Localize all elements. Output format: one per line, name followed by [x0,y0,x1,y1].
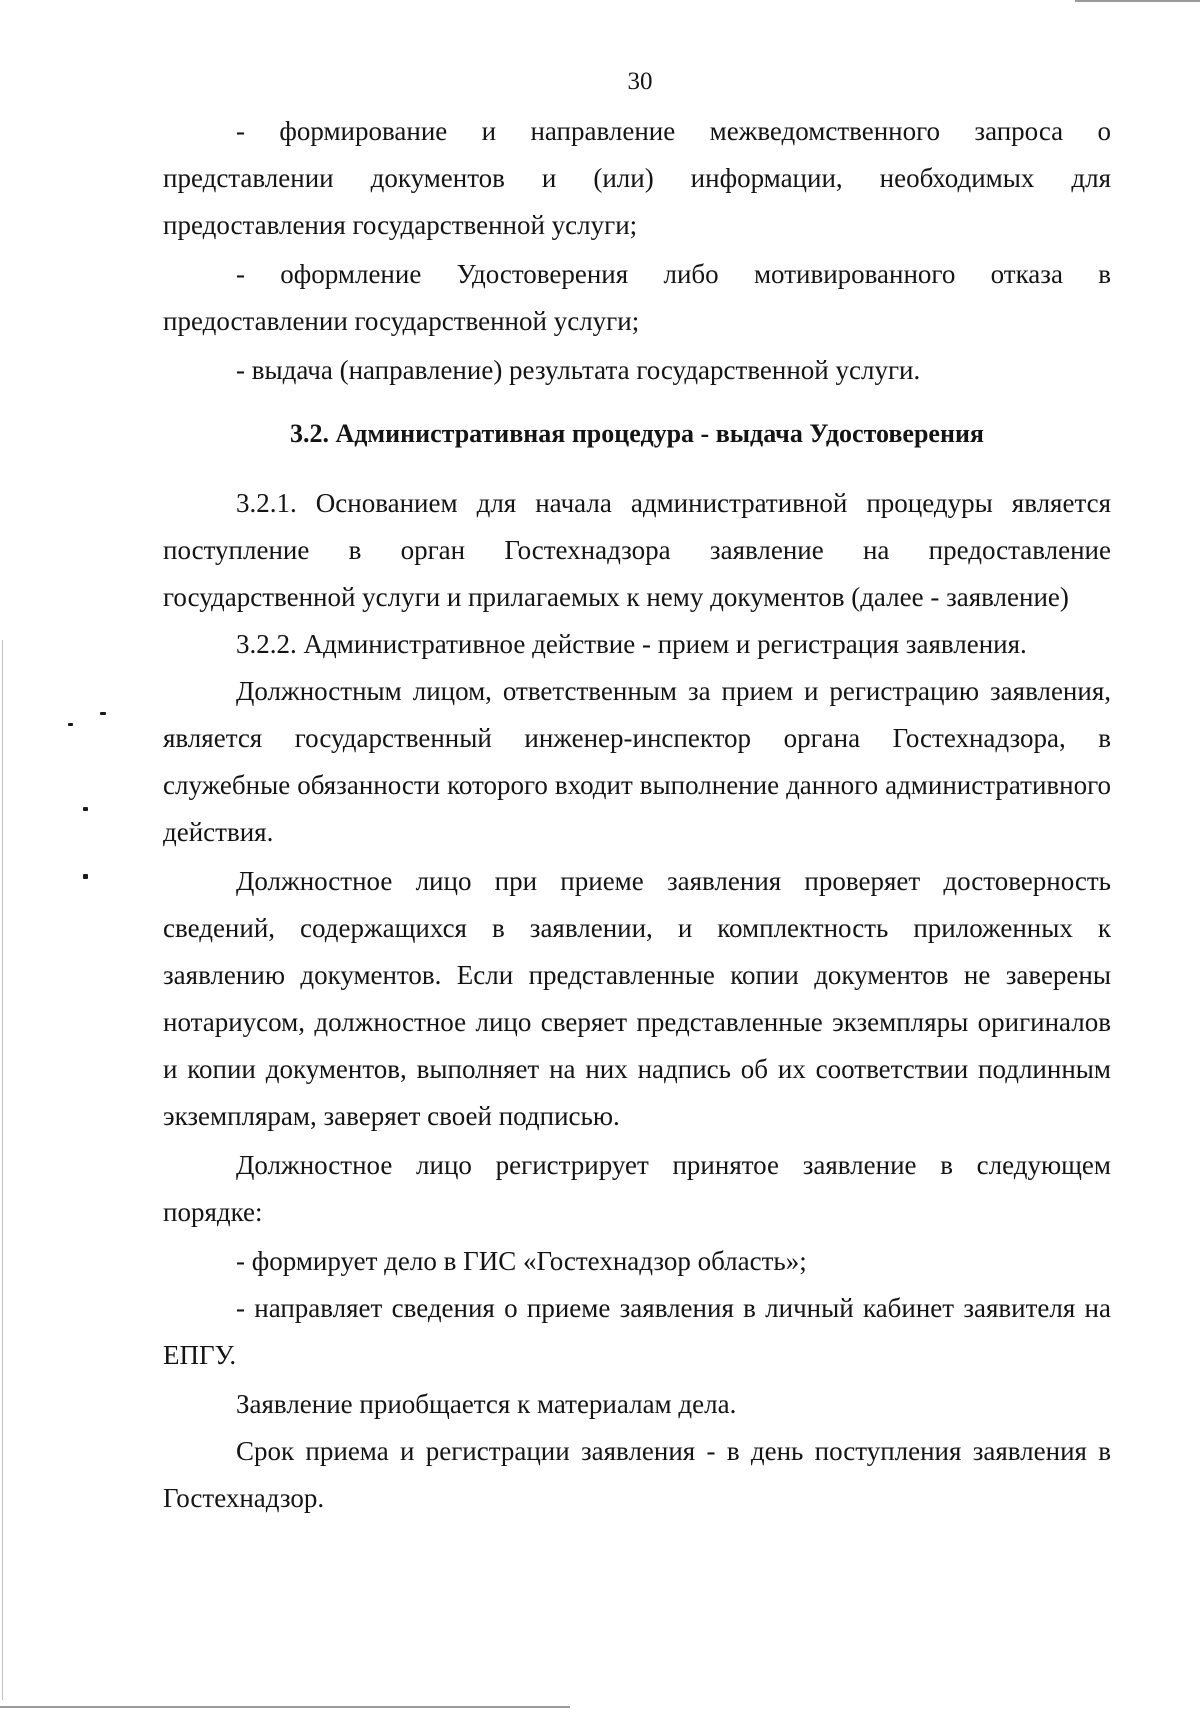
paragraph: 3.2.1. Основанием для начала административной процедуры является поступление в орган Гостехнадзора заявление на предоставление государственной услуги и прилагаемых к нему документов (далее - заявление) [163,488,1111,612]
scan-speck [100,712,106,715]
scan-speck [83,874,88,879]
scan-edge-bottom [0,1706,570,1708]
paragraph: 3.2.2. Административное действие - прием и регистрация заявления. [236,629,1027,659]
paragraph: Должностным лицом, ответственным за прием и регистрацию заявления, является государственный инженер-инспектор органа Гостехнадзора, в служебные обязанности которого входит выполнение данного административного действия. [163,676,1111,847]
paragraph: Срок приема и регистрации заявления - в день поступления заявления в Гостехнадзор. [163,1436,1111,1513]
scan-speck [83,807,88,811]
scan-speck [68,723,73,726]
paragraph: Заявление приобщается к материалам дела. [236,1389,737,1419]
scan-edge-top [1075,0,1200,2]
scan-edge-left [2,640,3,1700]
section-heading: 3.2. Административная процедура - выдача Удостоверения [289,419,984,448]
list-item: - формирует дело в ГИС «Гостехнадзор область»; [236,1246,807,1276]
paragraph: Должностное лицо при приеме заявления проверяет достоверность сведений, содержащихся в заявлении, и комплектность приложенных к заявлению документов. Если представленные копии документов не заверены нотариусом, должностное лицо сверяет представленные экземпляры оригиналов и копии документов, выполняет на них надпись об их соответствии подлинным экземплярам, заверяет своей подписью. [163,866,1111,1131]
list-item: - выдача (направление) результата государственной услуги. [236,355,921,385]
page-number: 30 [627,68,653,95]
page-body [163,108,1111,1522]
paragraph: Должностное лицо регистрирует принятое заявление в следующем порядке: [163,1150,1111,1227]
list-item: - оформление Удостоверения либо мотивированного отказа в предоставлении государственной услуги; [163,259,1111,336]
list-item: - формирование и направление межведомственного запроса о представлении документов и (или) информации, необходимых для предоставления государственной услуги; [163,116,1111,240]
list-item: - направляет сведения о приеме заявления в личный кабинет заявителя на ЕПГУ. [163,1293,1111,1370]
